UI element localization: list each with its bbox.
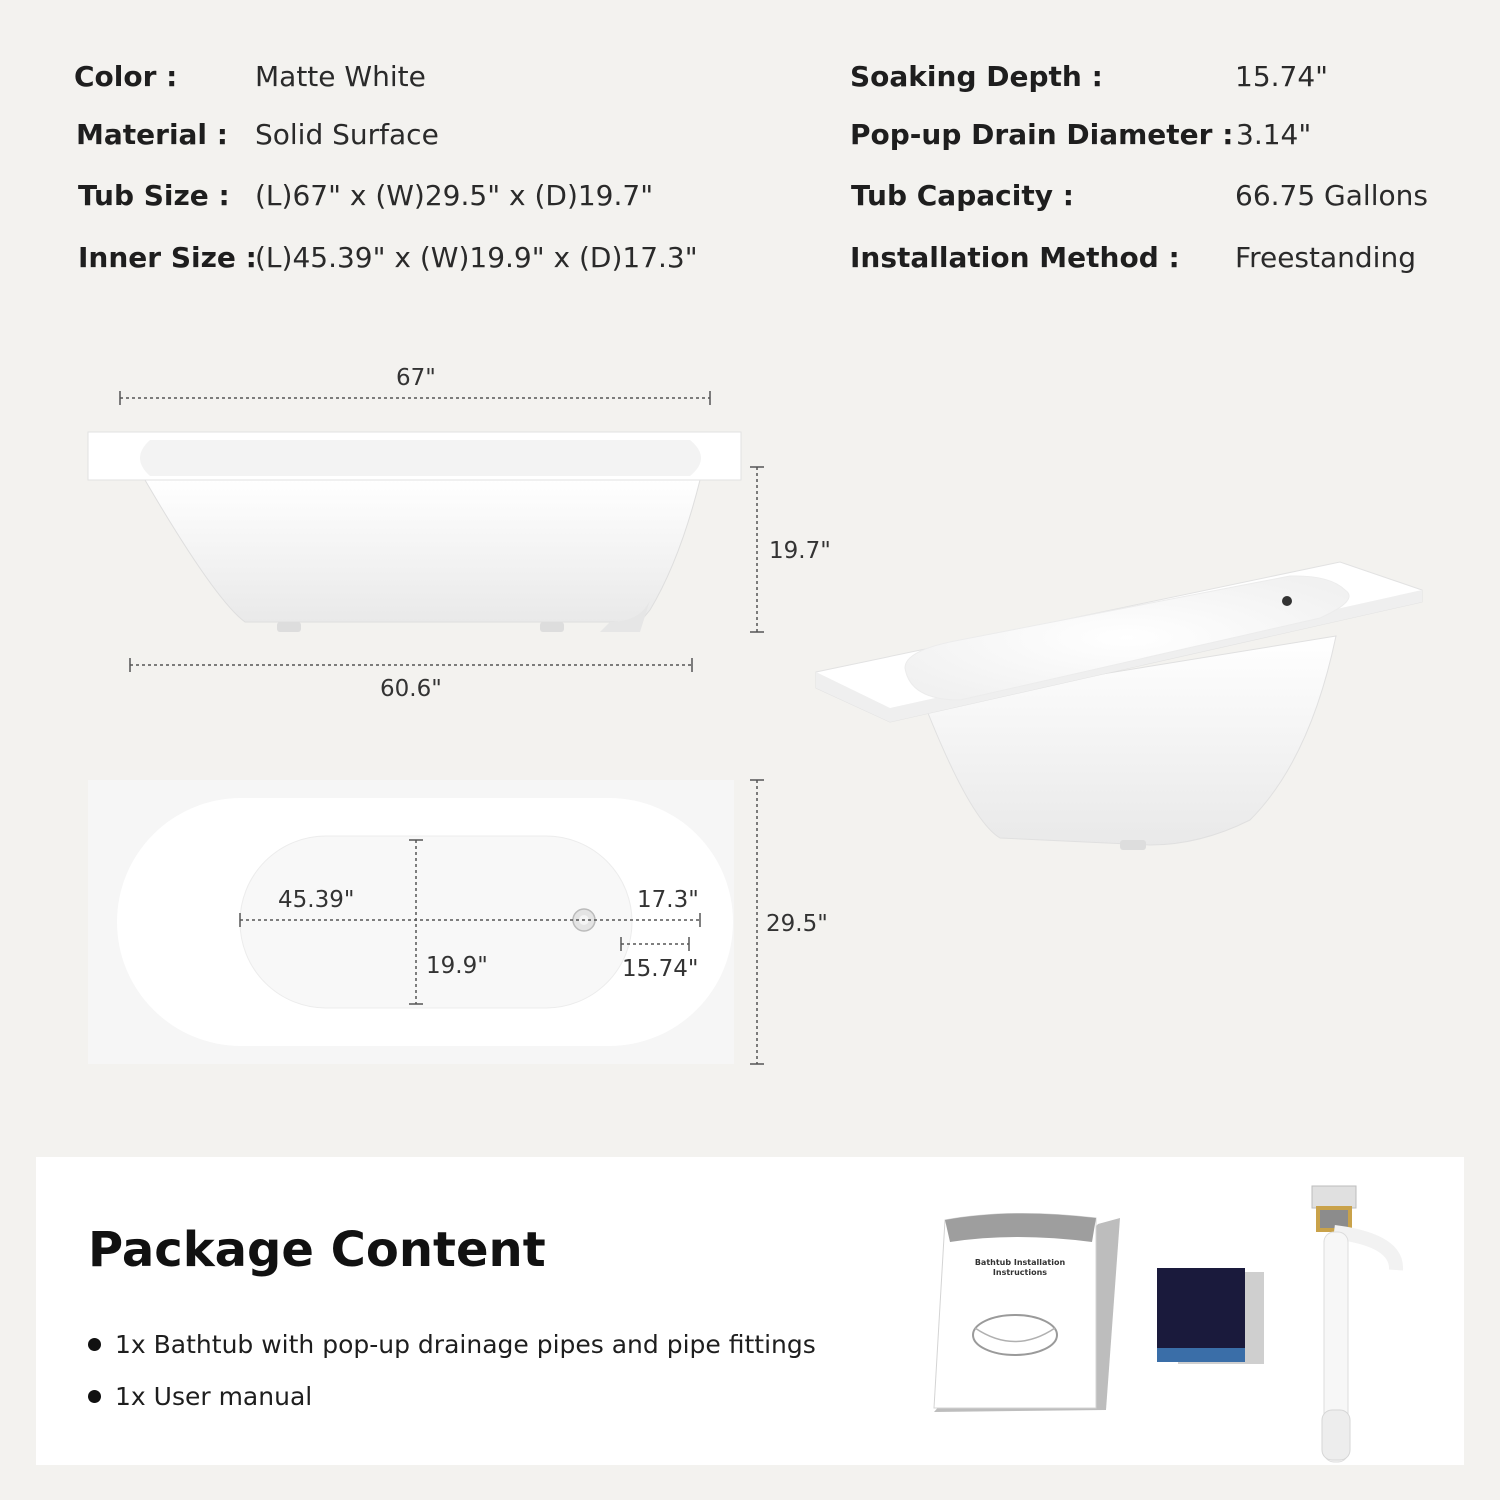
- spec-label-installation: Installation Method :: [850, 241, 1180, 274]
- tub-front-view: [88, 432, 741, 632]
- dim-label-top-length: 67": [396, 365, 436, 391]
- package-title: Package Content: [88, 1222, 546, 1278]
- spec-label-color: Color :: [74, 60, 178, 93]
- spec-value-color: Matte White: [255, 60, 426, 93]
- spec-label-material: Material :: [76, 118, 228, 151]
- tub-perspective-view: [816, 562, 1422, 850]
- spec-value-tub-capacity: 66.75 Gallons: [1235, 179, 1428, 212]
- package-item-text: 1x Bathtub with pop-up drainage pipes and pipe fittings: [115, 1330, 816, 1359]
- package-item: [88, 1382, 312, 1411]
- bullet-icon: [88, 1390, 101, 1403]
- spec-value-material: Solid Surface: [255, 118, 439, 151]
- spec-label-tub-capacity: Tub Capacity :: [851, 179, 1074, 212]
- user-manual-image: [934, 1213, 1120, 1412]
- spec-value-drain-diameter: 3.14": [1236, 118, 1312, 151]
- sponge-image: [1157, 1268, 1264, 1364]
- dim-line-height: [750, 467, 764, 632]
- dim-label-base-length: 60.6": [380, 676, 442, 702]
- spec-label-inner-size: Inner Size :: [78, 241, 257, 274]
- spec-value-inner-size: (L)45.39" x (W)19.9" x (D)17.3": [255, 241, 698, 274]
- dim-line-top-length: [120, 391, 710, 405]
- spec-label-tub-size: Tub Size :: [78, 179, 230, 212]
- spec-value-tub-size: (L)67" x (W)29.5" x (D)19.7": [255, 179, 654, 212]
- tub-top-view: [88, 780, 734, 1064]
- spec-label-drain-diameter: Pop-up Drain Diameter :: [850, 118, 1234, 151]
- spec-value-installation: Freestanding: [1235, 241, 1416, 274]
- package-item-text: 1x User manual: [115, 1382, 313, 1411]
- spec-value-soaking-depth: 15.74": [1235, 60, 1329, 93]
- dim-label-inner-width: 19.9": [426, 953, 488, 979]
- dim-label-width: 29.5": [766, 911, 828, 937]
- drain-pipe-image: [1312, 1186, 1396, 1462]
- dim-label-inner-length: 45.39": [278, 887, 355, 913]
- bullet-icon: [88, 1338, 101, 1351]
- dim-label-soaking-depth: 15.74": [622, 956, 699, 982]
- dim-label-inner-depth: 17.3": [637, 887, 699, 913]
- package-images: [920, 1180, 1480, 1470]
- package-item: [88, 1330, 816, 1359]
- spec-label-soaking-depth: Soaking Depth :: [850, 60, 1103, 93]
- manual-cover-text: Bathtub Installation Instructions: [974, 1258, 1066, 1277]
- dim-line-width: [750, 780, 764, 1064]
- dim-line-base-length: [130, 658, 692, 672]
- dim-label-height: 19.7": [769, 538, 831, 564]
